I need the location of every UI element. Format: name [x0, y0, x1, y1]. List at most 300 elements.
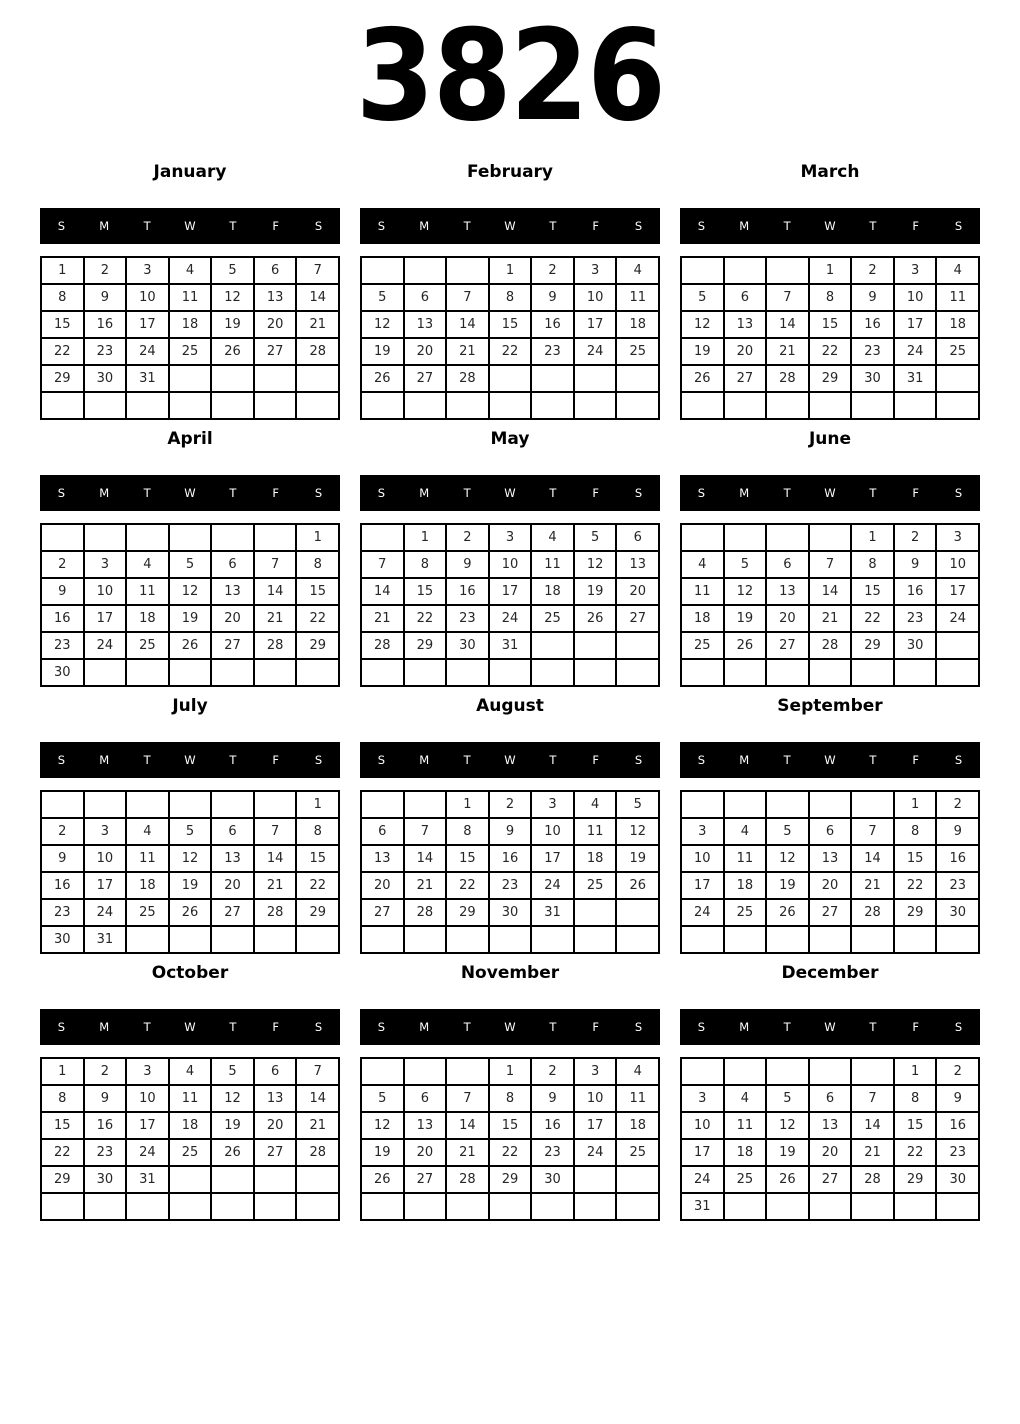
day-cell: 23 [41, 632, 84, 659]
day-cell: 20 [254, 311, 297, 338]
month-title: March [800, 162, 860, 182]
day-cell: 16 [446, 578, 489, 605]
empty-day-cell [766, 926, 809, 953]
day-cell: 4 [724, 818, 767, 845]
day-cell: 18 [616, 311, 659, 338]
day-cell: 6 [616, 524, 659, 551]
day-cell: 15 [296, 578, 339, 605]
empty-day-cell [41, 791, 84, 818]
weekday-label: S [314, 1020, 323, 1034]
weekday-label: S [57, 486, 66, 500]
empty-day-cell [616, 1193, 659, 1220]
empty-day-cell [404, 1058, 447, 1085]
day-cell: 22 [446, 872, 489, 899]
day-cell: 15 [851, 578, 894, 605]
weekday-label: T [143, 219, 151, 233]
weekday-label: T [143, 1020, 151, 1034]
day-cell: 10 [489, 551, 532, 578]
day-cell: 13 [254, 1085, 297, 1112]
weekday-label: T [869, 753, 877, 767]
month-title: May [490, 429, 530, 449]
empty-day-cell [681, 392, 724, 419]
day-cell: 12 [169, 578, 212, 605]
day-cell: 27 [404, 1166, 447, 1193]
day-cell: 19 [766, 1139, 809, 1166]
empty-day-cell [296, 926, 339, 953]
empty-day-cell [616, 365, 659, 392]
day-cell: 10 [574, 284, 617, 311]
day-cell: 14 [254, 845, 297, 872]
day-cell: 14 [766, 311, 809, 338]
day-cell: 5 [211, 257, 254, 284]
empty-day-cell [616, 392, 659, 419]
day-cell: 8 [296, 551, 339, 578]
weekday-header [40, 742, 340, 778]
empty-day-cell [169, 1193, 212, 1220]
day-cell: 29 [404, 632, 447, 659]
weekday-label: S [634, 1020, 643, 1034]
weekday-label: S [634, 219, 643, 233]
month-days-grid [40, 256, 340, 420]
day-cell: 14 [851, 1112, 894, 1139]
day-cell: 2 [446, 524, 489, 551]
empty-day-cell [446, 1058, 489, 1085]
day-cell: 10 [681, 845, 724, 872]
empty-day-cell [84, 1193, 127, 1220]
day-cell: 22 [894, 872, 937, 899]
day-cell: 24 [681, 899, 724, 926]
day-cell: 11 [616, 284, 659, 311]
weekday-label: S [377, 486, 386, 500]
day-cell: 26 [724, 632, 767, 659]
day-cell: 4 [531, 524, 574, 551]
weekday-header [360, 742, 660, 778]
empty-day-cell [126, 392, 169, 419]
weekday-header [680, 742, 980, 778]
day-cell: 17 [126, 1112, 169, 1139]
empty-day-cell [84, 791, 127, 818]
empty-day-cell [809, 524, 852, 551]
day-cell: 1 [41, 257, 84, 284]
empty-day-cell [254, 791, 297, 818]
day-cell: 24 [574, 338, 617, 365]
day-cell: 15 [894, 1112, 937, 1139]
day-cell: 9 [84, 1085, 127, 1112]
weekday-label: W [184, 753, 196, 767]
month-block [360, 427, 660, 687]
month-title: August [476, 696, 544, 716]
day-cell: 4 [616, 257, 659, 284]
day-cell: 1 [489, 1058, 532, 1085]
day-cell: 22 [296, 605, 339, 632]
weekday-label: F [912, 753, 920, 767]
weekday-label: M [739, 219, 750, 233]
day-cell: 21 [851, 872, 894, 899]
day-cell: 22 [41, 338, 84, 365]
empty-day-cell [296, 1193, 339, 1220]
empty-day-cell [126, 659, 169, 686]
day-cell: 9 [41, 845, 84, 872]
day-cell: 30 [851, 365, 894, 392]
month-days-grid [360, 790, 660, 954]
day-cell: 25 [126, 899, 169, 926]
empty-day-cell [169, 926, 212, 953]
day-cell: 12 [681, 311, 724, 338]
day-cell: 15 [446, 845, 489, 872]
empty-day-cell [809, 392, 852, 419]
month-title: November [460, 963, 560, 983]
empty-day-cell [531, 392, 574, 419]
day-cell: 7 [446, 1085, 489, 1112]
day-cell: 31 [84, 926, 127, 953]
weekday-label: M [419, 219, 430, 233]
day-cell: 6 [211, 818, 254, 845]
day-cell: 8 [851, 551, 894, 578]
day-cell: 28 [254, 632, 297, 659]
empty-day-cell [681, 659, 724, 686]
empty-day-cell [489, 392, 532, 419]
day-cell: 13 [404, 311, 447, 338]
day-cell: 25 [616, 338, 659, 365]
day-cell: 9 [936, 1085, 979, 1112]
day-cell: 6 [254, 257, 297, 284]
day-cell: 27 [809, 1166, 852, 1193]
day-cell: 30 [41, 659, 84, 686]
day-cell: 24 [681, 1166, 724, 1193]
empty-day-cell [489, 1193, 532, 1220]
day-cell: 25 [724, 1166, 767, 1193]
day-cell: 28 [809, 632, 852, 659]
empty-day-cell [936, 1193, 979, 1220]
day-cell: 6 [361, 818, 404, 845]
day-cell: 9 [851, 284, 894, 311]
day-cell: 30 [894, 632, 937, 659]
day-cell: 21 [296, 1112, 339, 1139]
day-cell: 3 [84, 818, 127, 845]
day-cell: 7 [254, 551, 297, 578]
empty-day-cell [361, 257, 404, 284]
weekday-label: W [504, 1020, 516, 1034]
day-cell: 7 [296, 1058, 339, 1085]
empty-day-cell [296, 1166, 339, 1193]
day-cell: 10 [531, 818, 574, 845]
empty-day-cell [126, 926, 169, 953]
weekday-label: S [954, 486, 963, 500]
empty-day-cell [616, 632, 659, 659]
day-cell: 5 [766, 818, 809, 845]
day-cell: 29 [894, 899, 937, 926]
day-cell: 23 [936, 872, 979, 899]
day-cell: 24 [574, 1139, 617, 1166]
day-cell: 19 [574, 578, 617, 605]
weekday-label: T [463, 486, 471, 500]
day-cell: 20 [254, 1112, 297, 1139]
day-cell: 1 [296, 791, 339, 818]
day-cell: 31 [531, 899, 574, 926]
month-days-grid [680, 256, 980, 420]
empty-day-cell [489, 659, 532, 686]
day-cell: 13 [211, 578, 254, 605]
month-title: December [781, 963, 879, 983]
day-cell: 4 [169, 1058, 212, 1085]
day-cell: 23 [446, 605, 489, 632]
weekday-label: F [912, 486, 920, 500]
day-cell: 1 [894, 1058, 937, 1085]
day-cell: 6 [724, 284, 767, 311]
day-cell: 25 [531, 605, 574, 632]
day-cell: 6 [211, 551, 254, 578]
empty-day-cell [766, 257, 809, 284]
day-cell: 30 [936, 1166, 979, 1193]
day-cell: 22 [41, 1139, 84, 1166]
day-cell: 7 [809, 551, 852, 578]
day-cell: 13 [724, 311, 767, 338]
day-cell: 7 [446, 284, 489, 311]
months-grid [0, 160, 1020, 1221]
weekday-label: T [783, 486, 791, 500]
weekday-label: T [229, 1020, 237, 1034]
day-cell: 28 [851, 1166, 894, 1193]
empty-day-cell [616, 1166, 659, 1193]
month-block [40, 961, 340, 1221]
day-cell: 10 [681, 1112, 724, 1139]
weekday-label: S [954, 753, 963, 767]
day-cell: 16 [936, 845, 979, 872]
day-cell: 12 [766, 1112, 809, 1139]
empty-day-cell [681, 926, 724, 953]
weekday-header [40, 1009, 340, 1045]
day-cell: 21 [296, 311, 339, 338]
empty-day-cell [724, 1193, 767, 1220]
day-cell: 27 [254, 338, 297, 365]
weekday-label: W [824, 486, 836, 500]
day-cell: 13 [254, 284, 297, 311]
empty-day-cell [851, 659, 894, 686]
empty-day-cell [446, 392, 489, 419]
day-cell: 20 [404, 338, 447, 365]
day-cell: 30 [489, 899, 532, 926]
day-cell: 17 [489, 578, 532, 605]
weekday-label: T [463, 753, 471, 767]
empty-day-cell [404, 257, 447, 284]
day-cell: 9 [894, 551, 937, 578]
day-cell: 18 [681, 605, 724, 632]
day-cell: 22 [809, 338, 852, 365]
weekday-label: S [377, 219, 386, 233]
month-block [680, 427, 980, 687]
day-cell: 11 [126, 578, 169, 605]
day-cell: 31 [126, 365, 169, 392]
month-days-grid [680, 1057, 980, 1221]
weekday-label: S [57, 1020, 66, 1034]
day-cell: 21 [361, 605, 404, 632]
day-cell: 14 [296, 284, 339, 311]
day-cell: 1 [809, 257, 852, 284]
weekday-label: T [463, 1020, 471, 1034]
weekday-label: W [504, 753, 516, 767]
day-cell: 30 [446, 632, 489, 659]
empty-day-cell [361, 791, 404, 818]
day-cell: 10 [936, 551, 979, 578]
day-cell: 15 [809, 311, 852, 338]
empty-day-cell [681, 791, 724, 818]
day-cell: 13 [404, 1112, 447, 1139]
day-cell: 17 [681, 872, 724, 899]
day-cell: 29 [809, 365, 852, 392]
day-cell: 21 [254, 605, 297, 632]
day-cell: 28 [254, 899, 297, 926]
day-cell: 28 [404, 899, 447, 926]
day-cell: 12 [361, 311, 404, 338]
day-cell: 18 [724, 1139, 767, 1166]
empty-day-cell [296, 659, 339, 686]
month-days-grid [40, 1057, 340, 1221]
empty-day-cell [724, 926, 767, 953]
weekday-label: W [184, 1020, 196, 1034]
day-cell: 22 [489, 1139, 532, 1166]
empty-day-cell [169, 524, 212, 551]
weekday-label: W [184, 486, 196, 500]
empty-day-cell [254, 659, 297, 686]
day-cell: 24 [531, 872, 574, 899]
day-cell: 15 [41, 1112, 84, 1139]
empty-day-cell [361, 392, 404, 419]
empty-day-cell [894, 659, 937, 686]
weekday-label: T [869, 1020, 877, 1034]
day-cell: 8 [489, 1085, 532, 1112]
month-block [680, 160, 980, 420]
empty-day-cell [574, 659, 617, 686]
day-cell: 5 [724, 551, 767, 578]
empty-day-cell [254, 365, 297, 392]
day-cell: 10 [126, 284, 169, 311]
day-cell: 2 [936, 791, 979, 818]
day-cell: 28 [446, 365, 489, 392]
empty-day-cell [574, 899, 617, 926]
day-cell: 23 [41, 899, 84, 926]
day-cell: 2 [84, 257, 127, 284]
empty-day-cell [169, 1166, 212, 1193]
weekday-label: S [314, 753, 323, 767]
day-cell: 2 [41, 818, 84, 845]
day-cell: 19 [681, 338, 724, 365]
day-cell: 23 [84, 1139, 127, 1166]
day-cell: 4 [681, 551, 724, 578]
day-cell: 29 [296, 899, 339, 926]
day-cell: 19 [361, 1139, 404, 1166]
empty-day-cell [404, 1193, 447, 1220]
day-cell: 10 [84, 845, 127, 872]
day-cell: 2 [41, 551, 84, 578]
empty-day-cell [809, 926, 852, 953]
day-cell: 8 [446, 818, 489, 845]
day-cell: 30 [936, 899, 979, 926]
empty-day-cell [766, 1058, 809, 1085]
day-cell: 10 [126, 1085, 169, 1112]
empty-day-cell [489, 926, 532, 953]
day-cell: 16 [531, 311, 574, 338]
day-cell: 18 [616, 1112, 659, 1139]
day-cell: 16 [936, 1112, 979, 1139]
weekday-label: M [739, 1020, 750, 1034]
weekday-label: S [697, 219, 706, 233]
month-title: February [466, 162, 554, 182]
day-cell: 28 [851, 899, 894, 926]
day-cell: 29 [894, 1166, 937, 1193]
day-cell: 8 [41, 1085, 84, 1112]
empty-day-cell [254, 1193, 297, 1220]
day-cell: 19 [616, 845, 659, 872]
empty-day-cell [84, 659, 127, 686]
month-days-grid [40, 790, 340, 954]
weekday-label: T [143, 486, 151, 500]
empty-day-cell [616, 659, 659, 686]
month-block [680, 694, 980, 954]
empty-day-cell [851, 1193, 894, 1220]
day-cell: 27 [724, 365, 767, 392]
day-cell: 18 [574, 845, 617, 872]
weekday-label: T [783, 219, 791, 233]
day-cell: 10 [84, 578, 127, 605]
empty-day-cell [681, 257, 724, 284]
day-cell: 19 [211, 1112, 254, 1139]
weekday-label: S [314, 486, 323, 500]
empty-day-cell [724, 524, 767, 551]
day-cell: 3 [489, 524, 532, 551]
day-cell: 29 [446, 899, 489, 926]
day-cell: 22 [404, 605, 447, 632]
day-cell: 3 [574, 257, 617, 284]
weekday-label: T [549, 486, 557, 500]
weekday-label: F [272, 1020, 280, 1034]
empty-day-cell [936, 926, 979, 953]
day-cell: 28 [296, 1139, 339, 1166]
day-cell: 3 [531, 791, 574, 818]
weekday-label: F [592, 1020, 600, 1034]
empty-day-cell [361, 1193, 404, 1220]
day-cell: 26 [616, 872, 659, 899]
empty-day-cell [41, 524, 84, 551]
weekday-label: F [912, 219, 920, 233]
day-cell: 24 [126, 338, 169, 365]
weekday-label: S [954, 1020, 963, 1034]
day-cell: 27 [254, 1139, 297, 1166]
month-title: April [167, 429, 213, 449]
day-cell: 1 [489, 257, 532, 284]
day-cell: 4 [936, 257, 979, 284]
day-cell: 20 [211, 872, 254, 899]
day-cell: 7 [404, 818, 447, 845]
day-cell: 15 [41, 311, 84, 338]
day-cell: 18 [126, 605, 169, 632]
weekday-label: T [229, 486, 237, 500]
empty-day-cell [126, 1193, 169, 1220]
empty-day-cell [446, 659, 489, 686]
empty-day-cell [84, 392, 127, 419]
day-cell: 5 [616, 791, 659, 818]
day-cell: 5 [211, 1058, 254, 1085]
day-cell: 2 [851, 257, 894, 284]
weekday-label: S [697, 1020, 706, 1034]
year-title: 3826 [355, 2, 665, 149]
weekday-label: T [869, 219, 877, 233]
month-days-grid [360, 523, 660, 687]
weekday-label: T [549, 753, 557, 767]
empty-day-cell [254, 524, 297, 551]
empty-day-cell [851, 392, 894, 419]
day-cell: 26 [361, 365, 404, 392]
day-cell: 16 [84, 311, 127, 338]
